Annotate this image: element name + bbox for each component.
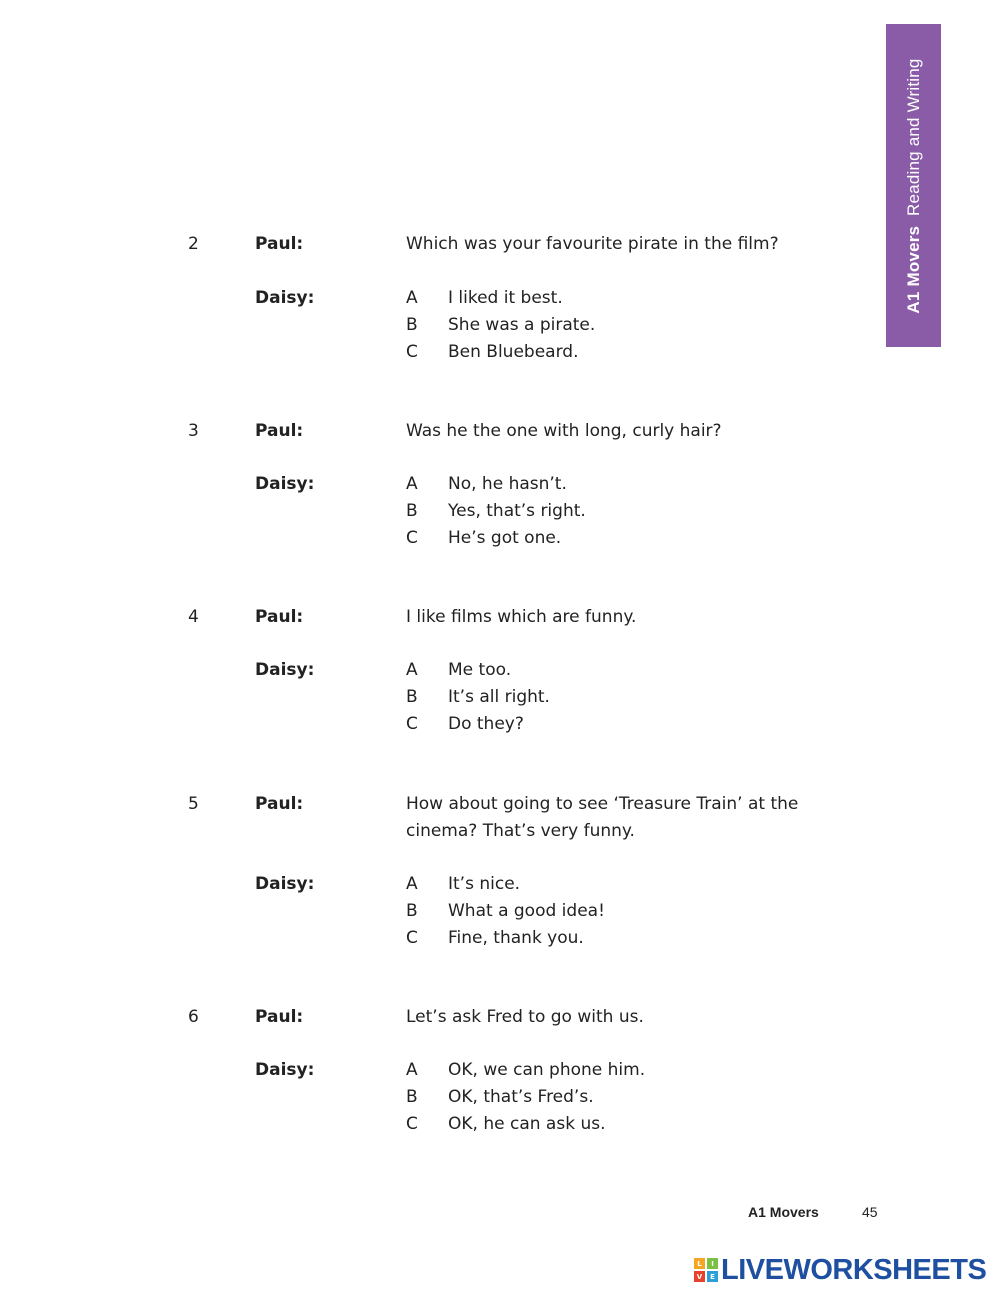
logo-square-v: V bbox=[694, 1271, 705, 1282]
speaker-daisy: Daisy: bbox=[255, 1060, 315, 1080]
option-text: Ben Bluebeard. bbox=[448, 342, 579, 362]
speaker-paul: Paul: bbox=[255, 794, 304, 814]
question-number: 5 bbox=[188, 794, 199, 814]
option-text: OK, we can phone him. bbox=[448, 1060, 646, 1080]
section-side-tab bbox=[886, 24, 941, 347]
side-tab-label bbox=[904, 58, 924, 313]
option-letter: A bbox=[406, 474, 418, 494]
side-tab-level: A1 Movers bbox=[903, 225, 923, 314]
question-prompt: Let’s ask Fred to go with us. bbox=[406, 1007, 644, 1027]
side-tab-section: Reading and Writing bbox=[903, 57, 923, 216]
option-text: What a good idea! bbox=[448, 901, 605, 921]
answer-option-a[interactable] bbox=[406, 657, 550, 684]
answer-options bbox=[406, 871, 605, 952]
option-text: He’s got one. bbox=[448, 528, 562, 548]
option-letter: B bbox=[406, 901, 418, 921]
option-text: It’s all right. bbox=[448, 687, 550, 707]
question-prompt: Which was your favourite pirate in the film? bbox=[406, 234, 779, 254]
answer-options bbox=[406, 1057, 645, 1138]
answer-option-c[interactable] bbox=[406, 925, 605, 952]
speaker-paul: Paul: bbox=[255, 421, 304, 441]
speaker-daisy: Daisy: bbox=[255, 660, 315, 680]
option-letter: C bbox=[406, 342, 418, 362]
answer-option-b[interactable] bbox=[406, 684, 550, 711]
speaker-paul: Paul: bbox=[255, 234, 304, 254]
option-text: It’s nice. bbox=[448, 874, 521, 894]
option-text: She was a pirate. bbox=[448, 315, 596, 335]
option-letter: A bbox=[406, 1060, 418, 1080]
answer-option-b[interactable] bbox=[406, 312, 595, 339]
answer-option-c[interactable] bbox=[406, 339, 595, 366]
question-prompt: I like films which are funny. bbox=[406, 607, 637, 627]
option-text: Do they? bbox=[448, 714, 524, 734]
answer-options bbox=[406, 657, 550, 738]
option-letter: C bbox=[406, 1114, 418, 1134]
question-prompt: Was he the one with long, curly hair? bbox=[406, 421, 722, 441]
footer-title: A1 Movers bbox=[748, 1204, 819, 1220]
answer-option-a[interactable] bbox=[406, 471, 586, 498]
option-letter: B bbox=[406, 501, 418, 521]
option-text: OK, that’s Fred’s. bbox=[448, 1087, 594, 1107]
option-text: Yes, that’s right. bbox=[448, 501, 586, 521]
option-letter: B bbox=[406, 687, 418, 707]
option-letter: C bbox=[406, 928, 418, 948]
answer-option-a[interactable] bbox=[406, 1057, 645, 1084]
option-letter: A bbox=[406, 288, 418, 308]
question-number: 3 bbox=[188, 421, 199, 441]
option-letter: A bbox=[406, 874, 418, 894]
speaker-paul: Paul: bbox=[255, 607, 304, 627]
question-prompt: How about going to see ‘Treasure Train’ at the cinema? That’s very funny. bbox=[406, 794, 799, 841]
liveworksheets-wordmark: LIVEWORKSHEETS bbox=[721, 1254, 987, 1286]
answer-option-b[interactable] bbox=[406, 898, 605, 925]
answer-option-c[interactable] bbox=[406, 711, 550, 738]
answer-option-c[interactable] bbox=[406, 1111, 645, 1138]
question-number: 4 bbox=[188, 607, 199, 627]
speaker-daisy: Daisy: bbox=[255, 474, 315, 494]
speaker-paul: Paul: bbox=[255, 1007, 304, 1027]
speaker-daisy: Daisy: bbox=[255, 874, 315, 894]
logo-square-l: L bbox=[694, 1258, 705, 1269]
question-number: 2 bbox=[188, 234, 199, 254]
speaker-daisy: Daisy: bbox=[255, 288, 315, 308]
answer-option-a[interactable] bbox=[406, 285, 595, 312]
answer-option-a[interactable] bbox=[406, 871, 605, 898]
option-text: OK, he can ask us. bbox=[448, 1114, 606, 1134]
logo-square-e: E bbox=[707, 1271, 718, 1282]
page-number: 45 bbox=[862, 1204, 878, 1220]
option-letter: A bbox=[406, 660, 418, 680]
answer-option-b[interactable] bbox=[406, 498, 586, 525]
option-letter: B bbox=[406, 1087, 418, 1107]
option-letter: C bbox=[406, 714, 418, 734]
answer-options bbox=[406, 471, 586, 552]
option-text: No, he hasn’t. bbox=[448, 474, 567, 494]
answer-options bbox=[406, 285, 595, 366]
question-number: 6 bbox=[188, 1007, 199, 1027]
option-letter: C bbox=[406, 528, 418, 548]
liveworksheets-mark-icon bbox=[694, 1258, 718, 1282]
answer-option-c[interactable] bbox=[406, 525, 586, 552]
option-letter: B bbox=[406, 315, 418, 335]
option-text: I liked it best. bbox=[448, 288, 563, 308]
answer-option-b[interactable] bbox=[406, 1084, 645, 1111]
option-text: Fine, thank you. bbox=[448, 928, 584, 948]
logo-square-i: I bbox=[707, 1258, 718, 1269]
option-text: Me too. bbox=[448, 660, 512, 680]
liveworksheets-logo bbox=[694, 1255, 986, 1285]
